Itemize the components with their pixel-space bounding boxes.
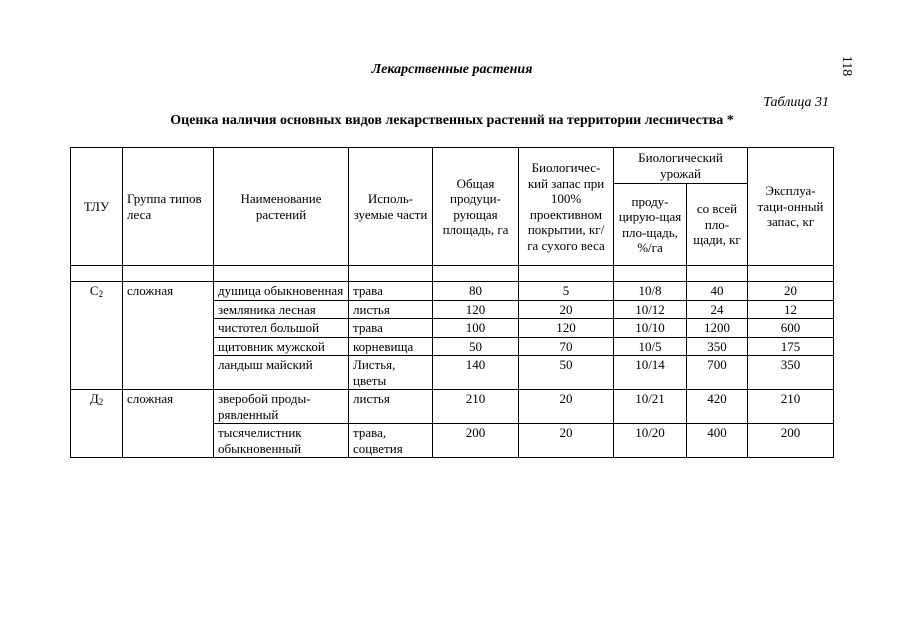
cell-yield-whole: 1200 (687, 319, 748, 338)
header-forest-group: Группа типов леса (123, 148, 214, 266)
page-number: 118 (839, 55, 855, 77)
cell-yield-producing: 10/8 (614, 282, 687, 301)
cell-yield-producing: 10/12 (614, 300, 687, 319)
header-bio-stock: Биологичес-кий запас при 100% проективном покрытии, кг/га сухого веса (519, 148, 614, 266)
cell-total-area: 80 (433, 282, 519, 301)
table-title: Оценка наличия основных видов лекарственных растений на территории лесничества * (170, 113, 734, 128)
plants-table (70, 147, 834, 458)
cell-total-area: 200 (433, 424, 519, 458)
cell-yield-whole: 350 (687, 337, 748, 356)
cell-exploit-stock: 175 (748, 337, 834, 356)
cell-total-area: 120 (433, 300, 519, 319)
cell-used-parts: трава, соцветия (349, 424, 433, 458)
cell-yield-producing: 10/21 (614, 390, 687, 424)
cell-plant-name: ландыш майский (214, 356, 349, 390)
cell-plant-name: зверобой проды-рявленный (214, 390, 349, 424)
cell-exploit-stock: 210 (748, 390, 834, 424)
cell-plant-name: земляника лесная (214, 300, 349, 319)
header-bio-yield: Биологический урожай (614, 148, 748, 184)
cell-yield-whole: 400 (687, 424, 748, 458)
cell-bio-stock: 120 (519, 319, 614, 338)
table-row (71, 390, 834, 424)
cell-bio-stock: 70 (519, 337, 614, 356)
cell-yield-whole: 24 (687, 300, 748, 319)
cell-bio-stock: 20 (519, 300, 614, 319)
cell-tlu (71, 282, 123, 390)
cell-total-area: 210 (433, 390, 519, 424)
table-row (71, 282, 834, 301)
header-used-parts: Исполь-зуемые части (349, 148, 433, 266)
cell-exploit-stock: 350 (748, 356, 834, 390)
cell-used-parts: Листья, цветы (349, 356, 433, 390)
cell-used-parts: трава (349, 319, 433, 338)
cell-exploit-stock: 20 (748, 282, 834, 301)
spacer-row (71, 266, 834, 282)
cell-used-parts: трава (349, 282, 433, 301)
cell-bio-stock: 20 (519, 390, 614, 424)
cell-yield-whole: 420 (687, 390, 748, 424)
cell-total-area: 100 (433, 319, 519, 338)
cell-exploit-stock: 200 (748, 424, 834, 458)
cell-exploit-stock: 12 (748, 300, 834, 319)
cell-forest-group: сложная (123, 282, 214, 390)
table-label: Таблица 31 (763, 95, 829, 110)
header-tlu: ТЛУ (71, 148, 123, 266)
cell-yield-producing: 10/14 (614, 356, 687, 390)
tlu-subscript: 2 (98, 289, 104, 299)
header-yield-producing: проду-цирую-щая пло-щадь, %/га (614, 184, 687, 266)
cell-yield-producing: 10/20 (614, 424, 687, 458)
header-yield-whole: со всей пло-щади, кг (687, 184, 748, 266)
cell-bio-stock: 5 (519, 282, 614, 301)
cell-yield-producing: 10/10 (614, 319, 687, 338)
cell-plant-name: тысячелистник обыкновенный (214, 424, 349, 458)
cell-forest-group: сложная (123, 390, 214, 458)
cell-used-parts: листья (349, 300, 433, 319)
cell-plant-name: щитовник мужской (214, 337, 349, 356)
cell-yield-producing: 10/5 (614, 337, 687, 356)
cell-tlu (71, 390, 123, 458)
cell-yield-whole: 40 (687, 282, 748, 301)
cell-yield-whole: 700 (687, 356, 748, 390)
tlu-letter: Д (89, 391, 99, 406)
header-plant-name: Наименование растений (214, 148, 349, 266)
cell-bio-stock: 20 (519, 424, 614, 458)
tlu-subscript: 2 (98, 397, 104, 407)
header-exploit-stock: Эксплуа-таци-онный запас, кг (748, 148, 834, 266)
cell-total-area: 140 (433, 356, 519, 390)
cell-exploit-stock: 600 (748, 319, 834, 338)
cell-plant-name: чистотел большой (214, 319, 349, 338)
cell-used-parts: листья (349, 390, 433, 424)
tlu-letter: С (89, 283, 99, 298)
header-total-area: Общая продуци-рующая площадь, га (433, 148, 519, 266)
cell-plant-name: душица обыкновенная (214, 282, 349, 301)
cell-used-parts: корневища (349, 337, 433, 356)
cell-bio-stock: 50 (519, 356, 614, 390)
running-head: Лекарственные растения (371, 62, 533, 77)
cell-total-area: 50 (433, 337, 519, 356)
